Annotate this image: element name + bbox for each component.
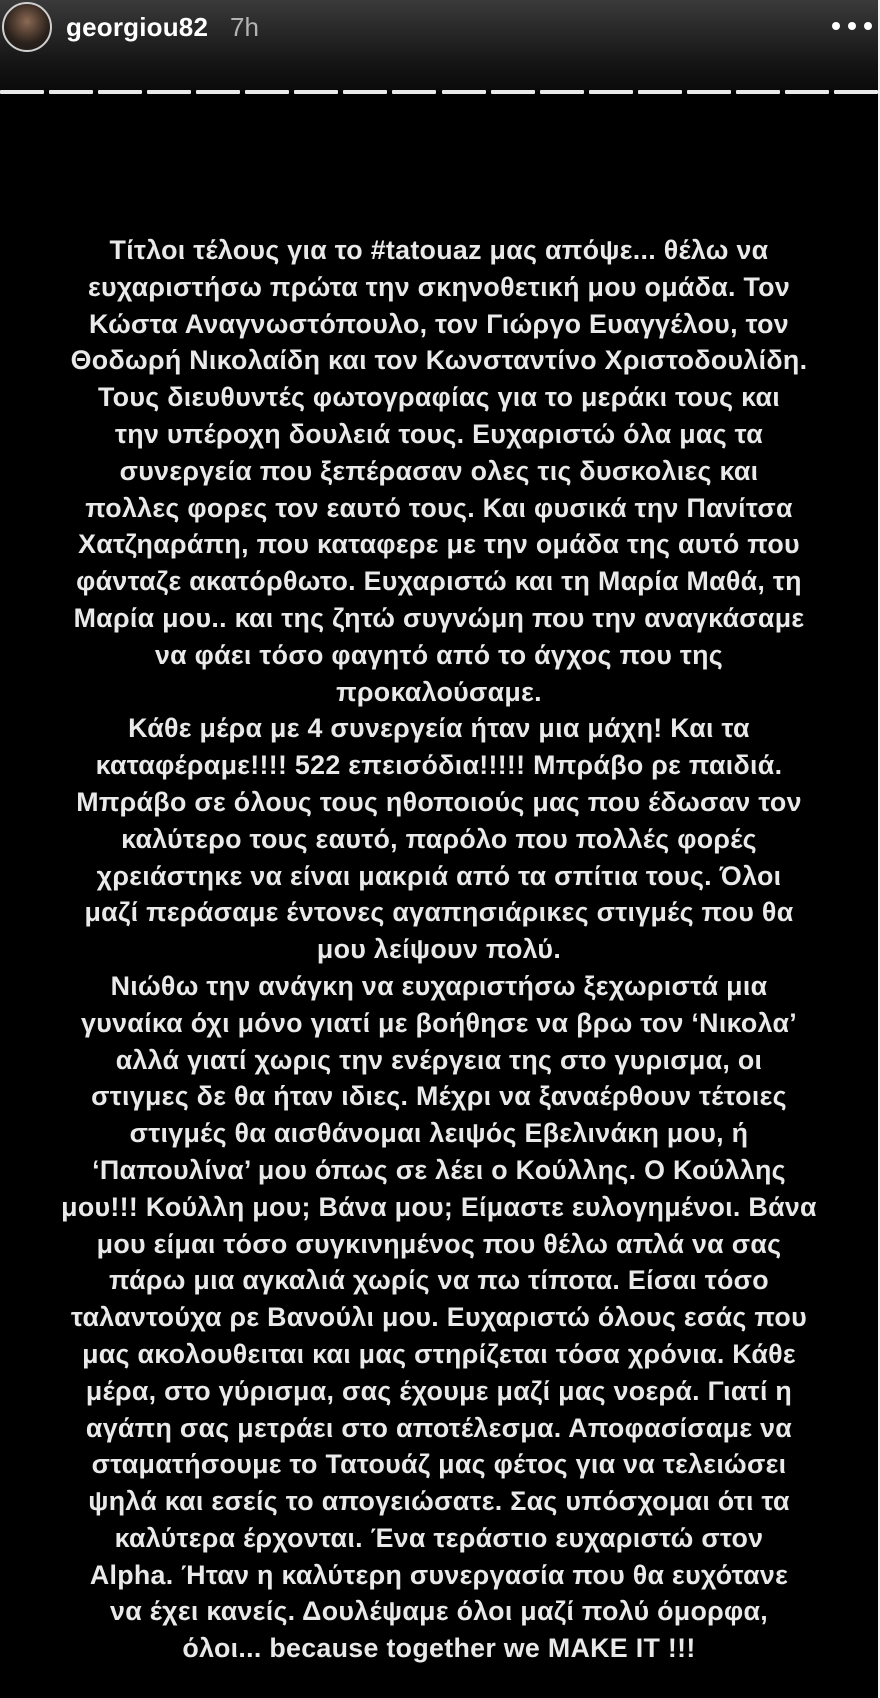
caption-line: καλύτερα έρχονται. Ένα τεράστιο ευχαριστώ στον bbox=[114, 1522, 764, 1553]
caption-line: χρειάστηκε να είναι μακριά από τα σπίτια τους. Όλοι bbox=[96, 860, 782, 891]
more-dots-icon[interactable] bbox=[832, 22, 876, 32]
caption-line: Νιώθω την ανάγκη να ευχαριστήσω ξεχωριστά μια bbox=[110, 970, 768, 1001]
progress-segment bbox=[343, 90, 387, 94]
progress-segment bbox=[638, 90, 682, 94]
caption-line: μου είμαι τόσο συγκινημένος που θέλω απλά να σας bbox=[96, 1228, 782, 1259]
caption-line: να φάει τόσο φαγητό από το άγχος που της bbox=[154, 639, 724, 670]
caption-line: μου λείψουν πολύ. bbox=[316, 934, 562, 965]
caption-line: στιγμές θα αισθάνομαι λειψός Εβελινάκη μου, ή bbox=[129, 1118, 749, 1149]
story-caption-text bbox=[20, 232, 858, 1667]
progress-segment bbox=[196, 90, 240, 94]
progress-segment bbox=[491, 90, 535, 94]
progress-segment bbox=[785, 90, 829, 94]
progress-segment bbox=[147, 90, 191, 94]
caption-line: προκαλούσαμε. bbox=[336, 676, 542, 707]
progress-segment bbox=[442, 90, 486, 94]
progress-segment bbox=[834, 90, 878, 94]
caption-line: να έχει κανείς. Δουλέψαμε όλοι μαζί πολύ όμορφα, bbox=[110, 1596, 768, 1627]
username[interactable]: georgiou82 bbox=[66, 12, 209, 42]
progress-segment bbox=[98, 90, 142, 94]
caption-line: ψηλά και εσείς το απογειώσατε. Σας υπόσχομαι ότι τα bbox=[88, 1486, 790, 1517]
caption-line: καταφέραμε!!!! 522 επεισόδια!!!!! Μπράβο ρε παιδιά. bbox=[95, 750, 783, 781]
caption-line: μου!!! Κούλλη μου; Βάνα μου; Είμαστε ευλογημένοι. Βάνα bbox=[61, 1191, 817, 1222]
progress-segment bbox=[245, 90, 289, 94]
caption-line: αλλά γιατί χωρις την ενέργεια της στο γυρισμα, οι bbox=[115, 1044, 763, 1075]
caption-line: Χατζηαράπη, που καταφερε με την ομάδα της αυτό που bbox=[78, 529, 800, 560]
caption-line: ευχαριστήσω πρώτα την σκηνοθετική μου ομάδα. Τον bbox=[87, 271, 791, 302]
progress-segment bbox=[687, 90, 731, 94]
progress-segment bbox=[0, 90, 44, 94]
caption-line: μας ακολουθειται και μας στηρίζεται τόσα χρόνια. Κάθε bbox=[82, 1338, 796, 1369]
caption-line: καλύτερο τους εαυτό, παρόλο που πολλές φορές bbox=[121, 823, 757, 854]
story-progress-bar bbox=[0, 90, 878, 96]
caption-line: συνεργεία που ξεπέρασαν ολες τις δυσκολιες και bbox=[119, 455, 759, 486]
caption-line: αγάπη σας μετράει στο αποτέλεσμα. Αποφασίσαμε να bbox=[85, 1412, 793, 1443]
story-header bbox=[0, 0, 878, 92]
caption-line: Τους διευθυντές φωτογραφίας για το μεράκι τους και bbox=[97, 382, 781, 413]
caption-line: όλοι... because together we MAKE IT !!! bbox=[182, 1633, 696, 1664]
caption-line: μαζί περάσαμε έντονες αγαπησιάρικες στιγμές που θα bbox=[84, 897, 794, 928]
caption-line: σταματήσουμε το Τατουάζ μας φέτος για να τελειώσει bbox=[91, 1449, 787, 1480]
progress-segment bbox=[589, 90, 633, 94]
progress-segment bbox=[392, 90, 436, 94]
caption-line: Θοδωρή Νικολαίδη και τον Κωνσταντίνο Χριστοδουλίδη. bbox=[70, 345, 808, 376]
avatar[interactable] bbox=[2, 2, 52, 52]
caption-line: Κώστα Αναγνωστόπουλο, τον Γιώργο Ευαγγέλου, τον bbox=[89, 308, 789, 339]
caption-line: ‘Παπουλίνα’ μου όπως σε λέει ο Κούλλης. Ο Κούλλης bbox=[92, 1154, 786, 1185]
progress-segment bbox=[294, 90, 338, 94]
caption-line: την υπέροχη δουλειά τους. Ευχαριστώ όλα μας τα bbox=[115, 418, 763, 449]
caption-line: μέρα, στο γύρισμα, σας έχουμε μαζί μας νοερά. Γιατί η bbox=[85, 1375, 793, 1406]
caption-line: στιγμες δε θα ήταν ιδιες. Μέχρι να ξαναέρθουν τέτοιες bbox=[91, 1081, 787, 1112]
caption-line: Κάθε μέρα με 4 συνεργεία ήταν μια μάχη! Και τα bbox=[128, 713, 750, 744]
caption-line: γυναίκα όχι μόνο γιατί με βοήθησε να βρω τον ‘Νικολα’ bbox=[81, 1007, 797, 1038]
caption-line: ταλαντούχα ρε Βανούλι μου. Ευχαριστώ όλους εσάς που bbox=[71, 1302, 807, 1333]
timestamp: 7h bbox=[230, 12, 259, 42]
caption-line: φάνταζε ακατόρθωτο. Ευχαριστώ και τη Μαρία Μαθά, τη bbox=[76, 566, 802, 597]
caption-line: Alpha. Ήταν η καλύτερη συνεργασία που θα ευχότανε bbox=[89, 1559, 789, 1590]
progress-segment bbox=[540, 90, 584, 94]
progress-segment bbox=[736, 90, 780, 94]
caption-line: Μπράβο σε όλους τους ηθοποιούς μας που έδωσαν τον bbox=[76, 786, 802, 817]
caption-line: Τίτλοι τέλους για το #tatouaz μας απόψε... θέλω να bbox=[109, 235, 769, 265]
caption-line: Μαρία μου.. και της ζητώ συγνώμη που την αναγκάσαμε bbox=[73, 602, 805, 633]
caption-line: πάρω μια αγκαλιά χωρίς να πω τίποτα. Είσαι τόσο bbox=[109, 1265, 769, 1296]
caption-line: πολλες φορες τον εαυτό τους. Και φυσικά την Πανίτσα bbox=[85, 492, 793, 523]
progress-segment bbox=[49, 90, 93, 94]
